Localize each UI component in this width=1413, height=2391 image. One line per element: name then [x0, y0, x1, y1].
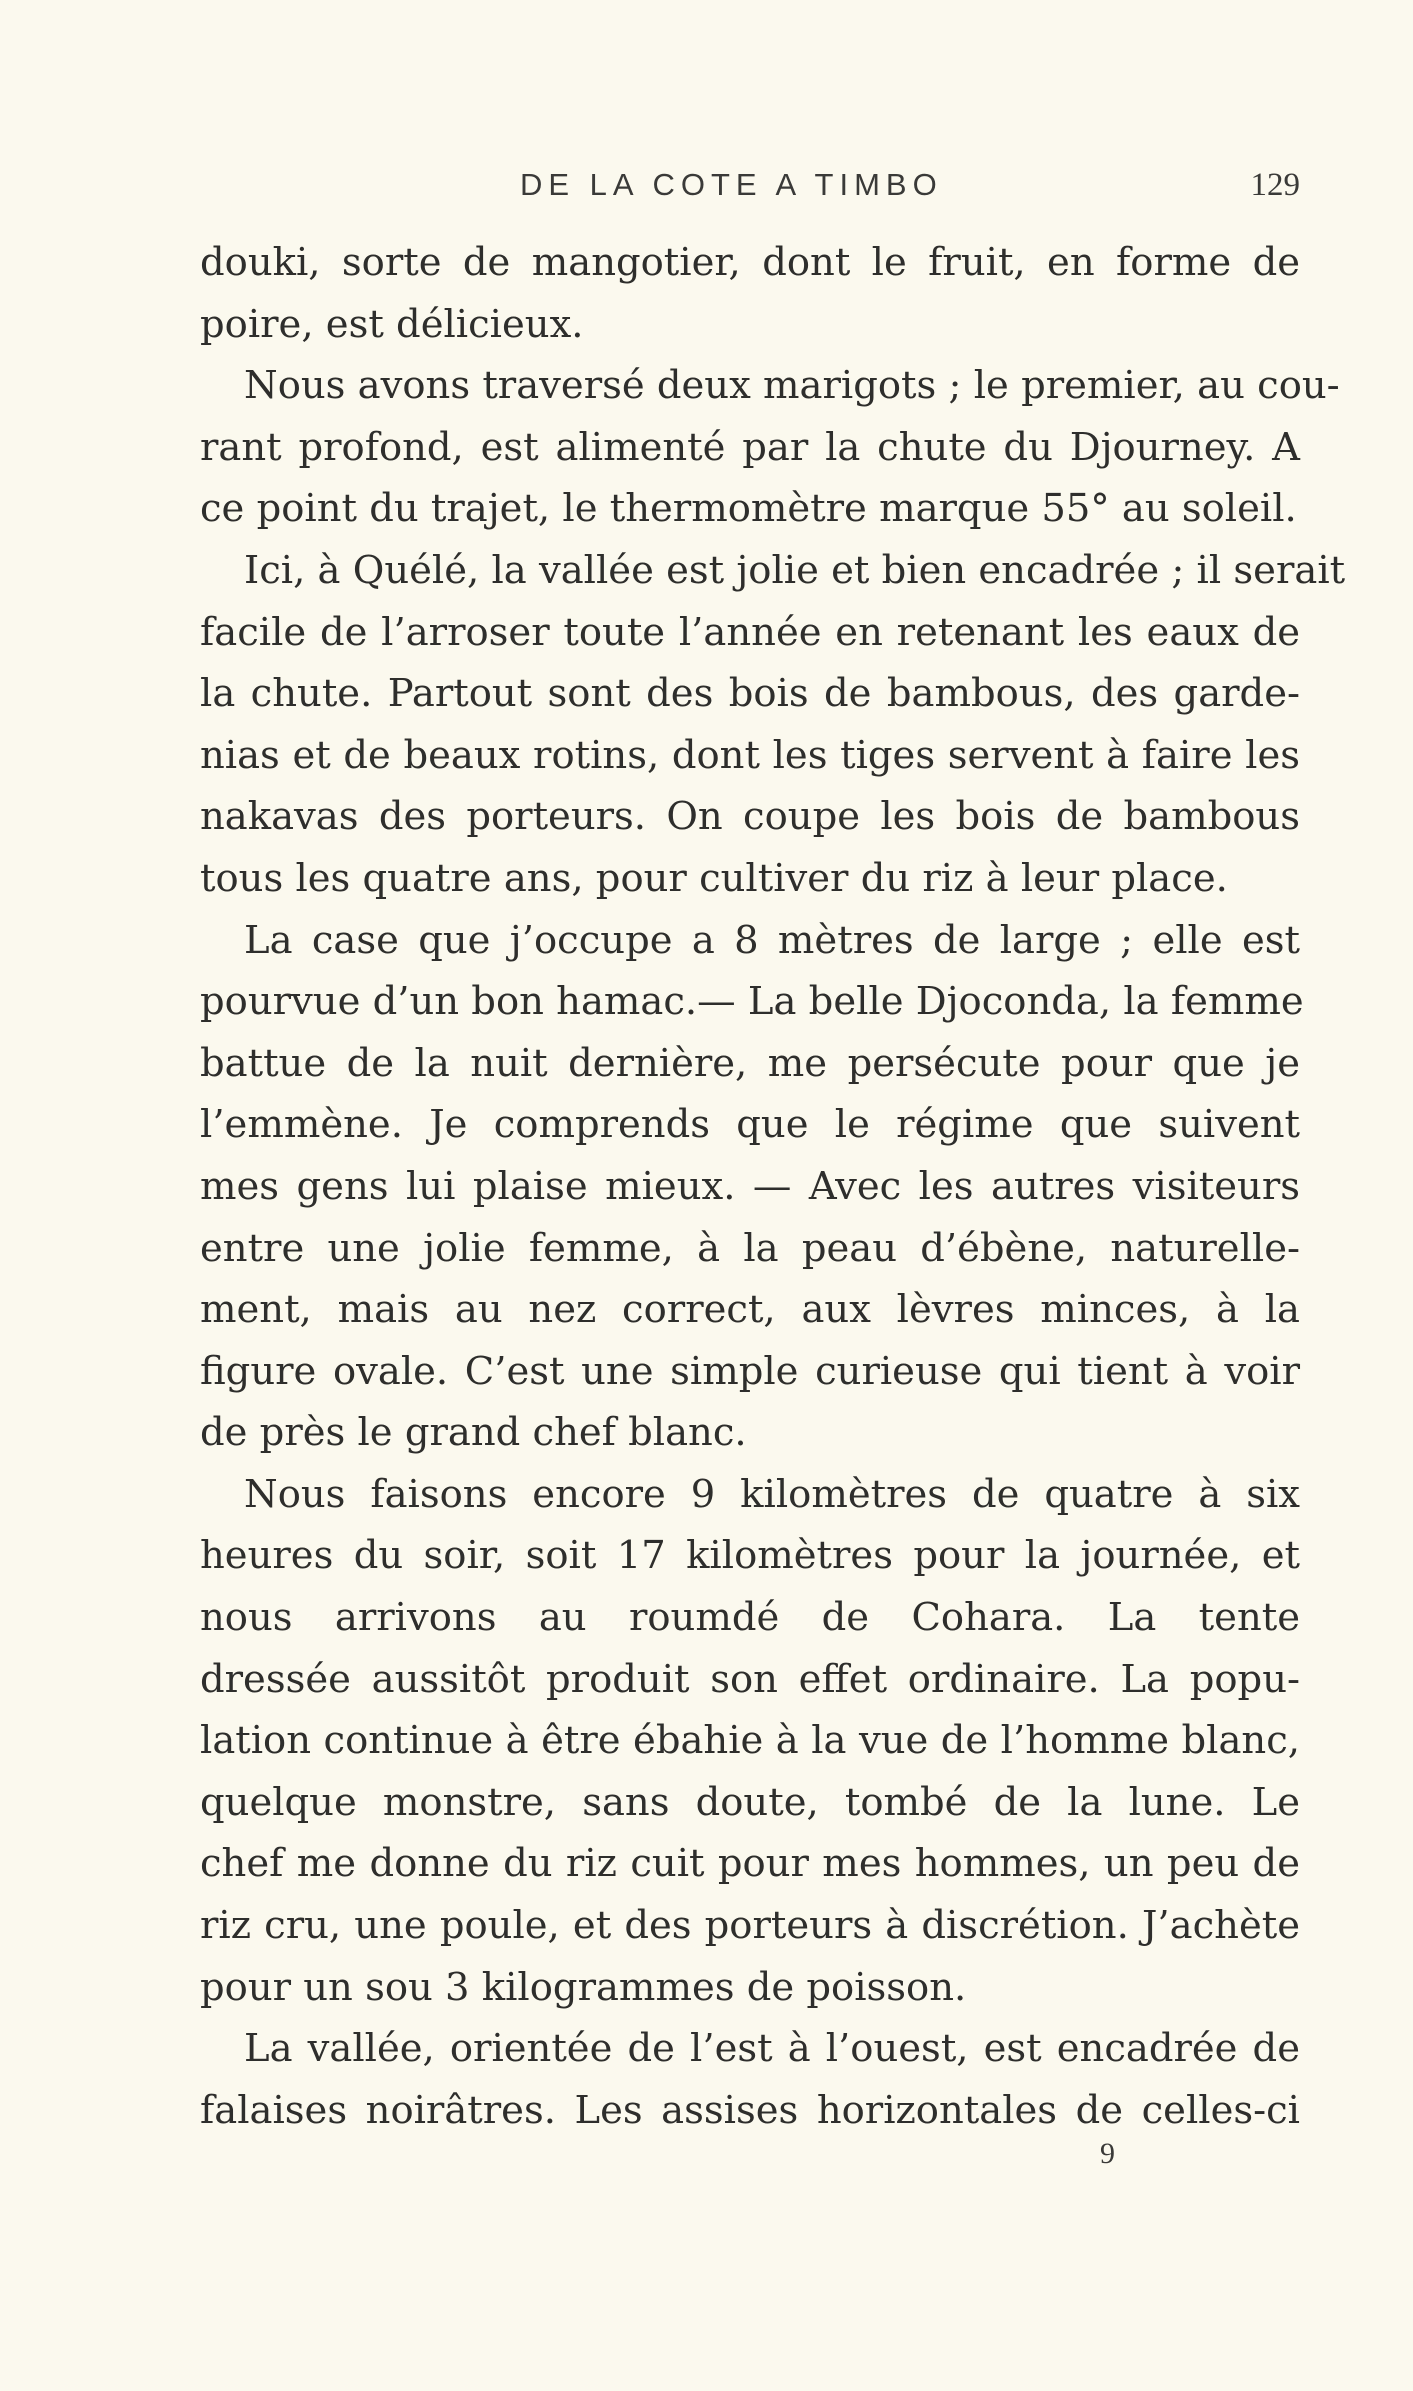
- running-head: [200, 163, 1302, 213]
- text-line: pour un sou 3 kilogrammes de poisson.: [200, 1964, 967, 2010]
- text-line: ce point du trajet, le thermomètre marque 55° au soleil.: [200, 486, 1297, 532]
- text-line: nias et de beaux rotins, dont les tiges servent à faire les: [200, 732, 1300, 778]
- text-line: pourvue d’un bon hamac.— La belle Djoconda, la femme: [200, 979, 1304, 1025]
- page-number: 129: [1250, 167, 1300, 203]
- text-line: La vallée, orientée de l’est à l’ouest, est encadrée de: [244, 2026, 1300, 2072]
- text-line: nakavas des porteurs. On coupe les bois de bambous: [200, 794, 1300, 840]
- text-line: battue de la nuit dernière, me persécute pour que je: [200, 1040, 1300, 1086]
- body-text: [200, 232, 1346, 2141]
- text-line: lation continue à être ébahie à la vue de l’homme blanc,: [200, 1718, 1300, 1764]
- text-line: ment, mais au nez correct, aux lèvres minces, à la: [200, 1287, 1300, 1333]
- text-line: riz cru, une poule, et des porteurs à discrétion. J’achète: [200, 1903, 1300, 1949]
- text-line: dressée aussitôt produit son effet ordinaire. La popu-: [200, 1656, 1300, 1702]
- text-line: rant profond, est alimenté par la chute du Djourney. A: [200, 424, 1300, 470]
- text-line: nous arrivons au roumdé de Cohara. La tente: [200, 1595, 1300, 1641]
- text-line: de près le grand chef blanc.: [200, 1410, 747, 1456]
- text-line: chef me donne du riz cuit pour mes hommes, un peu de: [200, 1841, 1300, 1887]
- text-line: mes gens lui plaise mieux. — Avec les autres visiteurs: [200, 1163, 1300, 1209]
- text-line: Nous faisons encore 9 kilomètres de quatre à six: [244, 1471, 1300, 1517]
- text-line: la chute. Partout sont des bois de bambous, des garde-: [200, 671, 1300, 717]
- text-line: poire, est délicieux.: [200, 301, 584, 347]
- text-line: l’emmène. Je comprends que le régime que suivent: [200, 1102, 1300, 1148]
- text-line: tous les quatre ans, pour cultiver du riz à leur place.: [200, 855, 1228, 901]
- text-line: Nous avons traversé deux marigots ; le premier, au cou-: [244, 363, 1340, 409]
- text-line: entre une jolie femme, à la peau d’ébène, naturelle-: [200, 1225, 1300, 1271]
- signature-mark: 9: [1100, 2137, 1115, 2170]
- text-line: heures du soir, soit 17 kilomètres pour la journée, et: [200, 1533, 1300, 1579]
- text-line: La case que j’occupe a 8 mètres de large ; elle est: [244, 917, 1300, 963]
- running-title: DE LA COTE A TIMBO: [520, 167, 943, 202]
- text-line: figure ovale. C’est une simple curieuse qui tient à voir: [200, 1348, 1300, 1394]
- text-line: quelque monstre, sans doute, tombé de la lune. Le: [200, 1779, 1300, 1825]
- text-line: Ici, à Quélé, la vallée est jolie et bien encadrée ; il serait: [244, 547, 1346, 593]
- text-line: facile de l’arroser toute l’année en retenant les eaux de: [200, 609, 1300, 655]
- text-line: falaises noirâtres. Les assises horizontales de celles-ci: [200, 2087, 1300, 2133]
- text-line: douki, sorte de mangotier, dont le fruit, en forme de: [200, 240, 1300, 285]
